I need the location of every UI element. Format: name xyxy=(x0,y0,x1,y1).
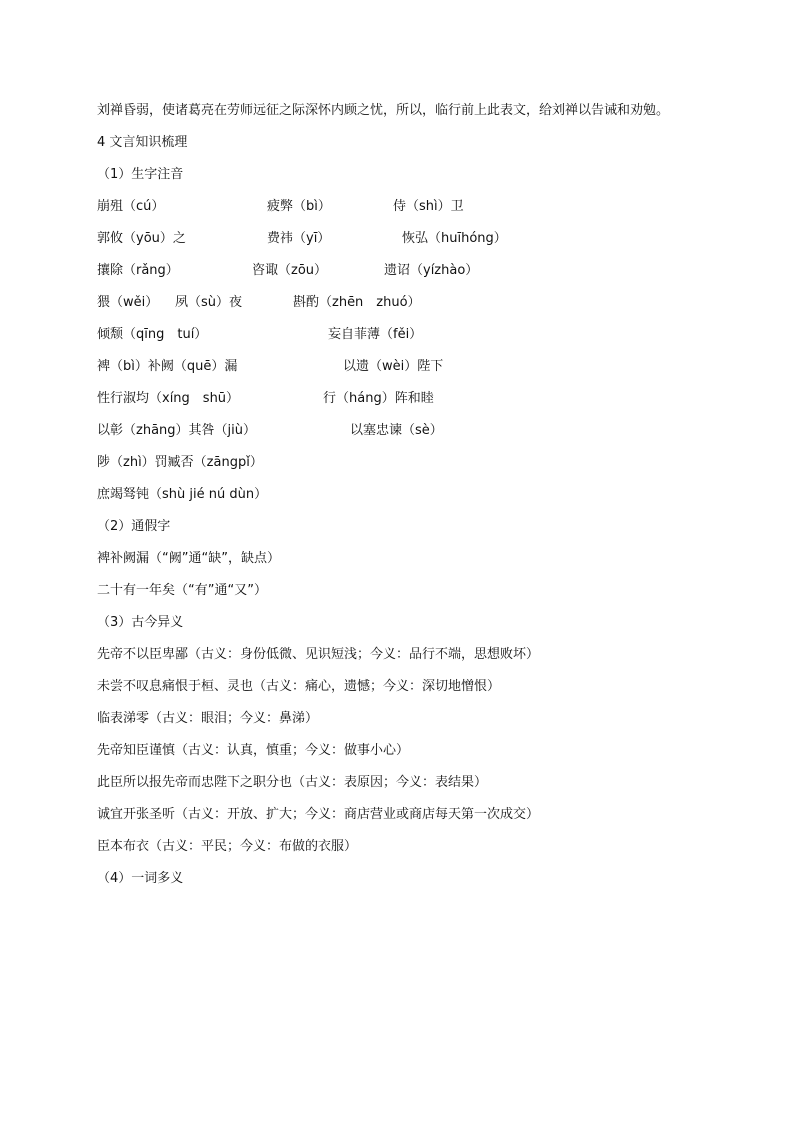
pronunciation-item: 费祎（yī） xyxy=(267,231,331,246)
list-item: 诚宜开张圣听（古义：开放、扩大；今义：商店营业或商店每天第一次成交） xyxy=(97,807,540,822)
subsection-heading: （1）生字注音 xyxy=(97,167,184,182)
pronunciation-item: 咨诹（zōu） xyxy=(252,263,328,278)
pronunciation-item: 斟酌（zhēn zhuó） xyxy=(293,295,421,310)
pronunciation-item: 性行淑均（xíng shū） xyxy=(97,391,240,406)
pronunciation-item: 妄自菲薄（fěi） xyxy=(328,327,423,342)
subsection-heading: （3）古今异义 xyxy=(97,615,184,630)
pronunciation-item: 疲弊（bì） xyxy=(267,199,331,214)
pronunciation-item: 庶竭驽钝（shù jié nú dùn） xyxy=(97,487,268,502)
list-item: 臣本布衣（古义：平民；今义：布做的衣服） xyxy=(97,839,358,854)
list-item: 此臣所以报先帝而忠陛下之职分也（古义：表原因；今义：表结果） xyxy=(97,775,488,790)
intro-paragraph: 刘禅昏弱，使诸葛亮在劳师远征之际深怀内顾之忧，所以，临行前上此表文，给刘禅以告诫和劝勉。 xyxy=(97,103,670,118)
list-item: 二十有一年矣（“有”通“又”） xyxy=(97,583,267,598)
pronunciation-item: 裨（bì）补阙（quē）漏 xyxy=(97,359,238,374)
pronunciation-item: 遗诏（yízhào） xyxy=(384,263,479,278)
pronunciation-item: 猥（wěi） xyxy=(97,295,159,310)
pronunciation-item: 夙（sù）夜 xyxy=(175,295,243,310)
list-item: 裨补阙漏（“阙”通“缺”，缺点） xyxy=(97,551,280,566)
list-item: 未尝不叹息痛恨于桓、灵也（古义：痛心，遗憾；今义：深切地憎恨） xyxy=(97,679,501,694)
pronunciation-item: 以塞忠谏（sè） xyxy=(350,423,443,438)
subsection-heading: （2）通假字 xyxy=(97,519,171,534)
pronunciation-item: 陟（zhì）罚臧否（zāngpǐ） xyxy=(97,455,263,470)
pronunciation-item: 以遗（wèi）陛下 xyxy=(343,359,444,374)
pronunciation-item: 攘除（rǎng） xyxy=(97,263,179,278)
pronunciation-item: 崩殂（cú） xyxy=(97,199,165,214)
pronunciation-item: 倾颓（qīng tuí） xyxy=(97,327,208,342)
pronunciation-item: 侍（shì）卫 xyxy=(393,199,464,214)
subsection-heading: （4）一词多义 xyxy=(97,871,184,886)
list-item: 先帝不以臣卑鄙（古义：身份低微、见识短浅；今义：品行不端，思想败坏） xyxy=(97,647,540,662)
pronunciation-item: 以彰（zhāng）其咎（jiù） xyxy=(97,423,256,438)
pronunciation-item: 恢弘（huīhóng） xyxy=(402,231,507,246)
list-item: 临表涕零（古义：眼泪；今义：鼻涕） xyxy=(97,711,319,726)
pronunciation-item: 郭攸（yōu）之 xyxy=(97,231,186,246)
pronunciation-item: 行（háng）阵和睦 xyxy=(323,391,434,406)
section-heading: 4 文言知识梳理 xyxy=(97,135,188,150)
list-item: 先帝知臣谨慎（古义：认真，慎重；今义：做事小心） xyxy=(97,743,410,758)
